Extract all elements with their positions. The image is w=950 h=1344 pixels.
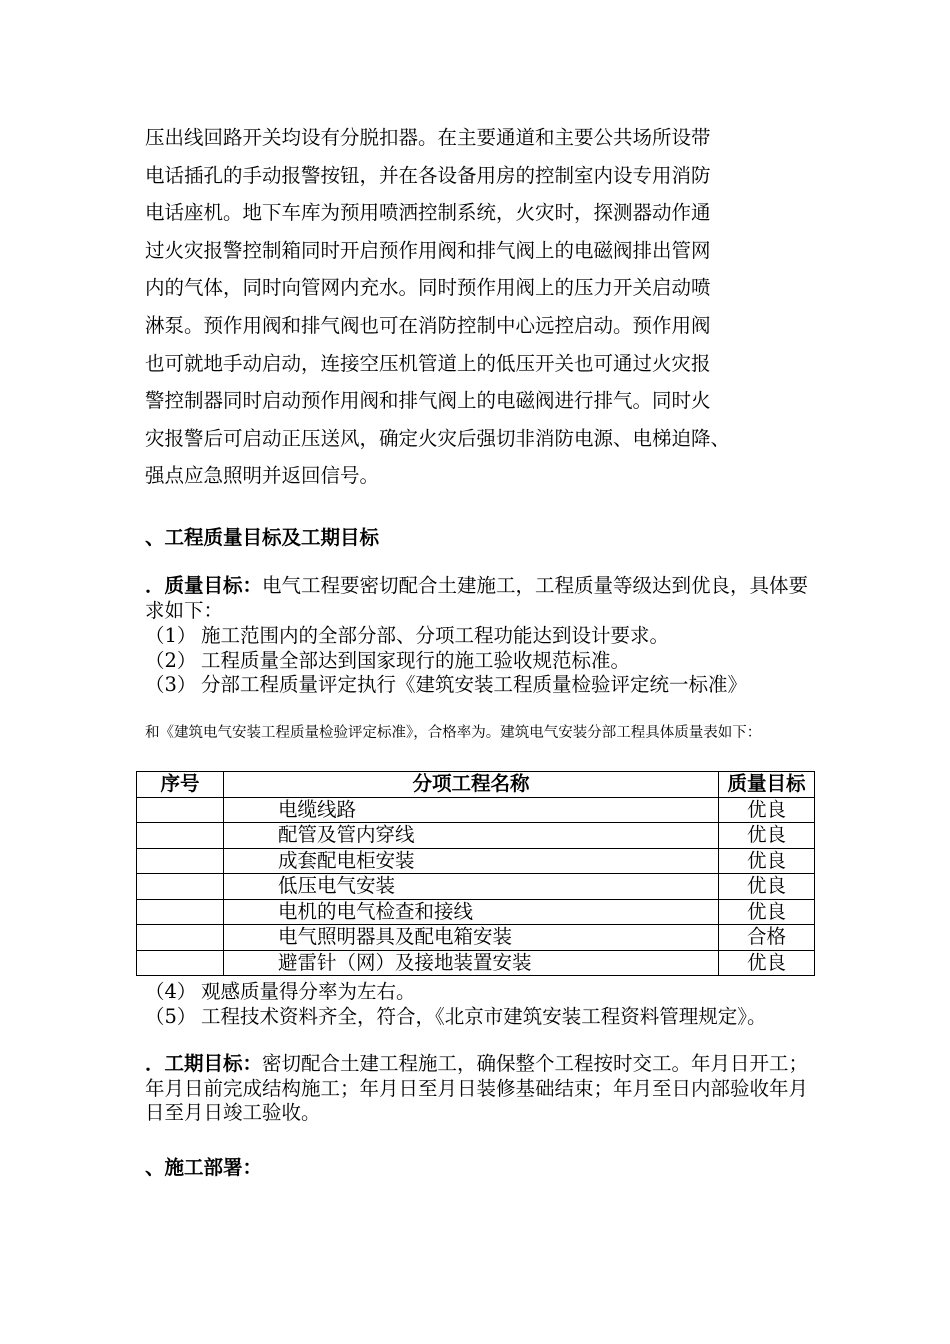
- paragraph-line: 电话座机。地下车库为预用喷洒控制系统，火灾时，探测器动作通: [145, 201, 711, 225]
- list-item-text: 观感质量得分率为左右。: [201, 980, 416, 1003]
- paragraph-line: 强点应急照明并返回信号。: [145, 464, 380, 488]
- cell-number: [137, 823, 224, 849]
- quality-requirements-list-continued: [145, 980, 825, 1029]
- list-item-text: 工程质量全部达到国家现行的施工验收规范标准。: [201, 648, 631, 672]
- table-row: [137, 874, 815, 900]
- cell-name: 配管及管内穿线: [224, 823, 719, 849]
- table-row: [137, 797, 815, 823]
- cell-name: 电气照明器具及配电箱安装: [224, 925, 719, 951]
- table-header-row: [137, 772, 815, 798]
- column-header-target: 质量目标: [719, 772, 815, 798]
- cell-number: [137, 899, 224, 925]
- cell-target: 优良: [719, 899, 815, 925]
- schedule-target-text: 密切配合土建工程施工，确保整个工程按时交工。年月日开工；年月日前完成结构施工；年月日至月日装修基础结束；年月至日内部验收年月日至月日竣工验收。: [145, 1052, 809, 1124]
- cell-number: [137, 950, 224, 976]
- table-row: [137, 925, 815, 951]
- section-heading-deployment: 、施工部署：: [145, 1156, 263, 1179]
- list-item: [145, 673, 825, 698]
- fire-alarm-paragraph: [145, 119, 835, 495]
- table-row: [137, 848, 815, 874]
- list-item-text: 分部工程质量评定执行《建筑安装工程质量检验评定统一标准》: [201, 673, 748, 696]
- cell-target: 优良: [719, 874, 815, 900]
- table-row: [137, 950, 815, 976]
- cell-number: [137, 874, 224, 900]
- quality-target-label: ．质量目标：: [145, 574, 263, 597]
- quality-standard-note: 和《建筑电气安装工程质量检验评定标准》，合格率为。建筑电气安装分部工程具体质量表如下：: [145, 725, 762, 741]
- cell-name: 低压电气安装: [224, 874, 719, 900]
- paragraph-line: 淋泵。预作用阀和排气阀也可在消防控制中心远控启动。预作用阀: [145, 313, 711, 337]
- list-item: [145, 649, 825, 674]
- cell-number: [137, 848, 224, 874]
- paragraph-line: 过火灾报警控制箱同时开启预作用阀和排气阀上的电磁阀排出管网: [145, 238, 711, 262]
- table-row: [137, 823, 815, 849]
- cell-name: 电缆线路: [224, 797, 719, 823]
- schedule-target-paragraph: [145, 1052, 825, 1126]
- column-header-number: 序号: [137, 772, 224, 798]
- cell-target: 优良: [719, 797, 815, 823]
- cell-name: 避雷针（网）及接地装置安装: [224, 950, 719, 976]
- paragraph-line: 压出线回路开关均设有分脱扣器。在主要通道和主要公共场所设带: [145, 126, 711, 149]
- cell-target: 优良: [719, 823, 815, 849]
- cell-name: 电机的电气检查和接线: [224, 899, 719, 925]
- quality-target-table: [136, 771, 815, 976]
- quality-target-intro: [145, 574, 825, 623]
- paragraph-line: 电话插孔的手动报警按钮，并在各设备用房的控制室内设专用消防: [145, 163, 711, 187]
- paragraph-line: 也可就地手动启动，连接空压机管道上的低压开关也可通过火灾报: [145, 351, 711, 375]
- list-item: [145, 624, 825, 649]
- quality-requirements-list: [145, 624, 825, 698]
- cell-number: [137, 797, 224, 823]
- cell-target: 优良: [719, 950, 815, 976]
- section-heading-quality: 、工程质量目标及工期目标: [145, 526, 380, 549]
- column-header-name: 分项工程名称: [224, 772, 719, 798]
- cell-name: 成套配电柜安装: [224, 848, 719, 874]
- cell-target: 合格: [719, 925, 815, 951]
- paragraph-line: 警控制器同时启动预作用阀和排气阀上的电磁阀进行排气。同时火: [145, 389, 711, 413]
- table-row: [137, 899, 815, 925]
- list-item: [145, 980, 825, 1005]
- list-item-text: 施工范围内的全部分部、分项工程功能达到设计要求。: [201, 624, 670, 647]
- paragraph-line: 内的气体，同时向管网内充水。同时预作用阀上的压力开关启动喷: [145, 276, 711, 300]
- quality-target-text: 电气工程要密切配合土建施工，工程质量等级达到优良，具体要求如下：: [145, 574, 809, 622]
- list-item: [145, 1005, 825, 1030]
- cell-target: 优良: [719, 848, 815, 874]
- paragraph-line: 灾报警后可启动正压送风，确定火灾后强切非消防电源、电梯迫降、: [145, 426, 731, 450]
- list-item-number: （4）: [145, 980, 197, 1003]
- list-item-number: （2）: [145, 648, 197, 672]
- cell-number: [137, 925, 224, 951]
- list-item-number: （5）: [145, 1004, 197, 1028]
- list-item-number: （3）: [145, 673, 197, 696]
- schedule-target-label: ．工期目标：: [145, 1052, 263, 1075]
- list-item-text: 工程技术资料齐全，符合，《北京市建筑安装工程资料管理规定》。: [201, 1004, 767, 1028]
- list-item-number: （1）: [145, 624, 197, 647]
